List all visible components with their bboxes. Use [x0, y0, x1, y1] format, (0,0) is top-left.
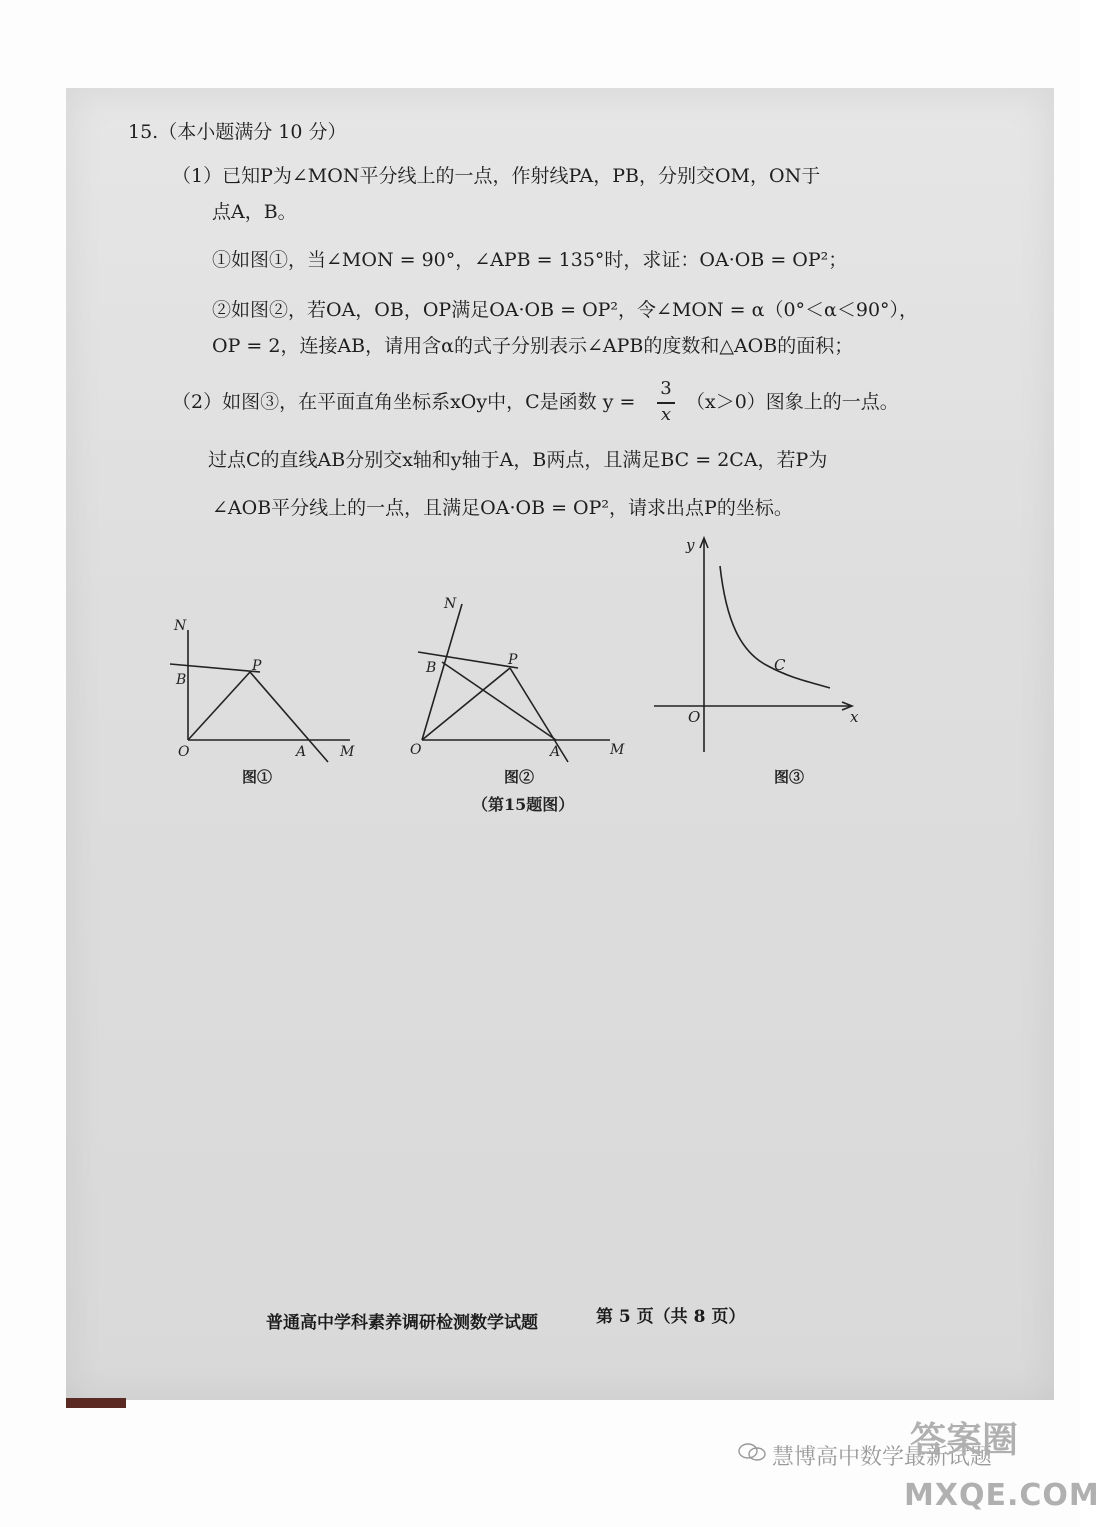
label-a: A: [296, 744, 307, 760]
fraction-denominator: x: [660, 404, 672, 425]
part2-line1-a: （2）如图③，在平面直角坐标系xOy中，C是函数 y =: [172, 391, 636, 413]
watermark-url: MXQE.COM: [904, 1478, 1100, 1513]
part2-line1-b: （x＞0）图象上的一点。: [686, 391, 899, 413]
label-c: C: [774, 656, 786, 674]
segment-op: [188, 672, 250, 740]
footer-title: 普通高中学科素养调研检测数学试题: [266, 1313, 538, 1333]
figure-2: [400, 592, 640, 772]
watermark-account: 慧博高中数学最新试题: [772, 1445, 993, 1470]
figure-2-caption: 图②: [504, 768, 535, 786]
part2-line2: 过点C的直线AB分别交x轴和y轴于A，B两点，且满足BC = 2CA，若P为: [208, 449, 828, 471]
label-p: P: [252, 658, 262, 674]
label-b: B: [176, 672, 187, 688]
label-p: P: [508, 652, 518, 668]
sub-question-2-line1: ②如图②，若OA，OB，OP满足OA·OB = OP²，令∠MON = α（0°＜α＜90°），: [212, 299, 919, 321]
sub-question-2-line2: OP = 2，连接AB，请用含α的式子分别表示∠APB的度数和△AOB的面积；: [212, 335, 854, 357]
watermark-logo: 答案圈: [910, 1420, 1019, 1461]
line-pa: [250, 672, 328, 762]
figure-1-caption: 图①: [242, 768, 273, 786]
part1-line2: 点A，B。: [212, 201, 297, 223]
label-n: N: [444, 596, 457, 612]
figure-1: [160, 610, 370, 790]
figure-3-caption: 图③: [774, 768, 805, 786]
line-pb: [170, 664, 260, 672]
label-x: x: [850, 708, 859, 726]
label-b: B: [426, 660, 437, 676]
label-m: M: [610, 742, 625, 758]
part1-line1: （1）已知P为∠MON平分线上的一点，作射线PA，PB，分别交OM，ON于: [172, 165, 821, 187]
footer-page: 第 5 页（共 8 页）: [596, 1307, 746, 1327]
label-n: N: [174, 618, 187, 634]
part2-line3: ∠AOB平分线上的一点，且满足OA·OB = OP²，请求出点P的坐标。: [212, 497, 793, 519]
fraction-numerator: 3: [660, 378, 672, 399]
segment-ab: [442, 662, 556, 740]
wechat-icon: [738, 1442, 766, 1462]
label-y: y: [686, 536, 695, 554]
sub-question-1: ①如图①，当∠MON = 90°，∠APB = 135°时，求证：OA·OB = OP²；: [212, 249, 848, 271]
question-header: 15.（本小题满分 10 分）: [128, 121, 347, 143]
label-o: O: [178, 744, 190, 760]
figure-3: [650, 530, 870, 760]
label-o: O: [688, 708, 701, 726]
paper-edge: [66, 1398, 126, 1408]
label-m: M: [340, 744, 355, 760]
figures-group-caption: （第15题图）: [472, 795, 575, 814]
label-a: A: [550, 744, 561, 760]
label-o: O: [410, 742, 422, 758]
